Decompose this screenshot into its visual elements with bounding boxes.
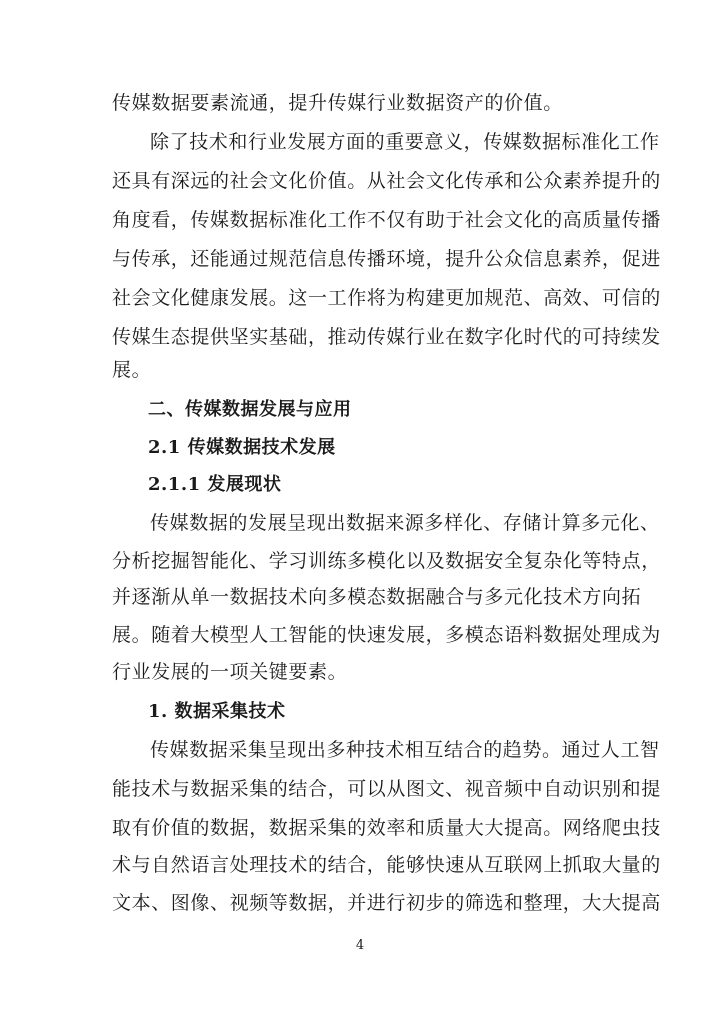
page-number: 4	[355, 938, 365, 953]
paragraph-line: 除了技术和行业发展方面的重要意义，传媒数据标准化工作	[150, 131, 660, 153]
paragraph-line: 与传承，还能通过规范信息传播环境，提升公众信息素养，促进	[112, 248, 661, 270]
paragraph-line: 分析挖掘智能化、学习训练多模化以及数据安全复杂化等特点，	[112, 550, 661, 572]
paragraph-line: 术与自然语言处理技术的结合，能够快速从互联网上抓取大量的	[112, 854, 661, 876]
paragraph-line: 展。随着大模型人工智能的快速发展，多模态语料数据处理成为	[112, 624, 661, 646]
paragraph-line: 传媒数据采集呈现出多种技术相互结合的趋势。通过人工智	[150, 739, 660, 761]
paragraph-line: 取有价值的数据，数据采集的效率和质量大大提高。网络爬虫技	[112, 817, 661, 839]
subsubsection-heading: 2.1.1 发展现状	[148, 474, 282, 495]
paragraph-line: 社会文化健康发展。这一工作将为构建更加规范、高效、可信的	[112, 287, 661, 309]
paragraph-line: 传媒数据的发展呈现出数据来源多样化、存储计算多元化、	[150, 512, 660, 534]
paragraph-line: 文本、图像、视频等数据，并进行初步的筛选和整理，大大提高	[112, 892, 661, 914]
section-heading: 二、传媒数据发展与应用	[148, 399, 352, 420]
subsection-heading: 2.1 传媒数据技术发展	[148, 437, 336, 458]
item-heading: 1. 数据采集技术	[148, 701, 286, 722]
paragraph-line: 并逐渐从单一数据技术向多模态数据融合与多元化技术方向拓	[112, 586, 642, 608]
paragraph-line: 行业发展的一项关键要素。	[112, 661, 348, 683]
paragraph-line: 展。	[112, 359, 152, 381]
paragraph-line: 角度看，传媒数据标准化工作不仅有助于社会文化的高质量传播	[112, 209, 661, 231]
paragraph-line: 传媒生态提供坚实基础，推动传媒行业在数字化时代的可持续发	[112, 326, 661, 348]
paragraph-line: 能技术与数据采集的结合，可以从图文、视音频中自动识别和提	[112, 778, 661, 800]
paragraph-line: 还具有深远的社会文化价值。从社会文化传承和公众素养提升的	[112, 170, 661, 192]
paragraph-line: 传媒数据要素流通，提升传媒行业数据资产的价值。	[112, 92, 563, 114]
